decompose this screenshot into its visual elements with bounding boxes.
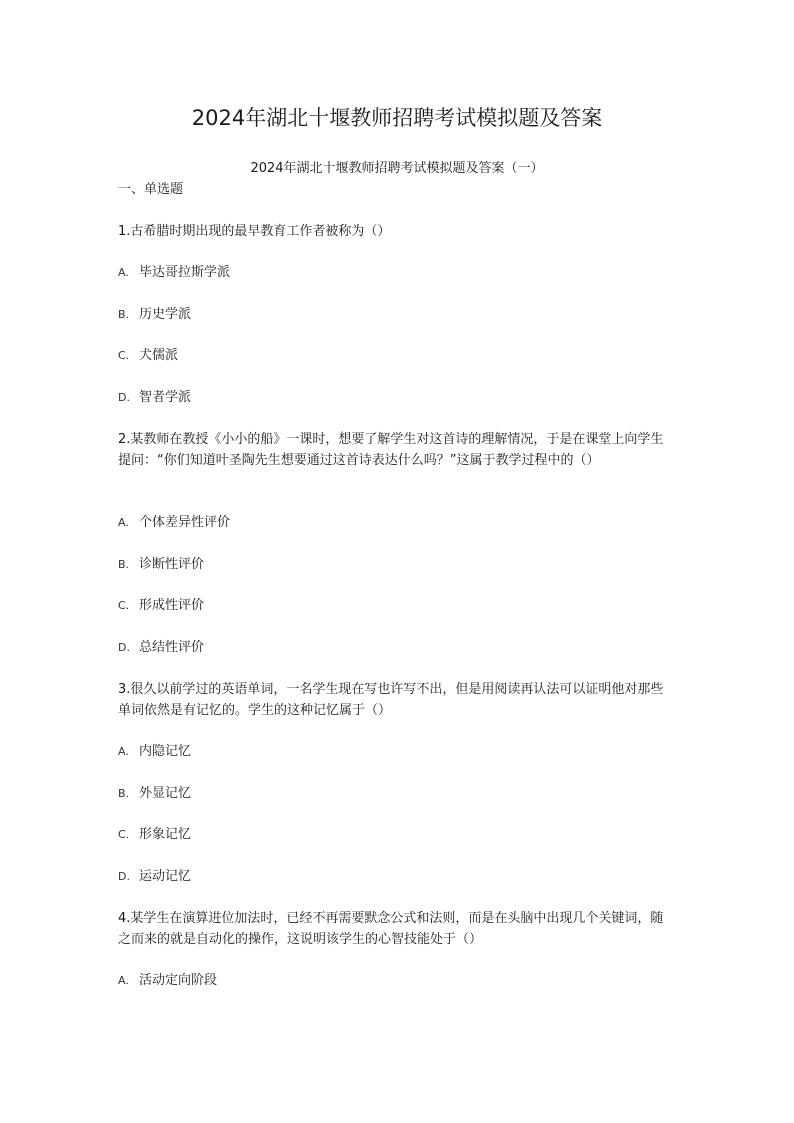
question-stem: 1.古希腊时期出现的最早教育工作者被称为（）	[118, 224, 391, 239]
option-letter: D.	[118, 391, 130, 404]
option-letter: D.	[118, 870, 130, 883]
option-letter: B.	[118, 308, 130, 321]
option-item	[118, 867, 191, 887]
option-letter: A.	[118, 266, 129, 279]
option-text: 运动记忆	[139, 869, 192, 884]
option-item	[118, 742, 191, 762]
option-text: 毕达哥拉斯学派	[139, 265, 231, 280]
option-letter: C.	[118, 349, 130, 362]
option-letter: C.	[118, 828, 130, 841]
option-item	[118, 638, 204, 658]
option-text: 犬儒派	[139, 348, 179, 363]
option-text: 活动定向阶段	[139, 973, 218, 988]
option-text: 形成性评价	[139, 598, 205, 613]
option-text: 内隐记忆	[139, 744, 192, 759]
option-letter: C.	[118, 599, 130, 612]
document-title: 2024年湖北十堰教师招聘考试模拟题及答案	[191, 106, 603, 130]
option-text: 总结性评价	[139, 640, 205, 655]
document-subtitle: 2024年湖北十堰教师招聘考试模拟题及答案（一）	[250, 161, 544, 176]
option-letter: D.	[118, 641, 130, 654]
option-text: 历史学派	[139, 307, 192, 322]
option-text: 智者学派	[139, 390, 192, 405]
option-item	[118, 555, 204, 575]
option-item	[118, 263, 230, 283]
question-stem: 2.某教师在教授《小小的船》一课时，想要了解学生对这首诗的理解情况，于是在课堂上向学生提问：“你们知道叶圣陶先生想要通过这首诗表达什么吗？”这属于教学过程中的（）	[118, 432, 664, 468]
option-text: 诊断性评价	[139, 557, 205, 572]
option-item	[118, 596, 204, 616]
option-text: 个体差异性评价	[139, 515, 231, 530]
option-item	[118, 513, 230, 533]
option-item	[118, 305, 191, 325]
option-item	[118, 388, 191, 408]
option-text: 形象记忆	[139, 827, 192, 842]
option-item	[118, 825, 191, 845]
option-letter: A.	[118, 516, 129, 529]
question-stem: 3.很久以前学过的英语单词，一名学生现在写也许写不出，但是用阅读再认法可以证明他对那些单词依然是有记忆的。学生的这种记忆属于（）	[118, 682, 664, 718]
option-letter: B.	[118, 558, 130, 571]
option-item	[118, 784, 191, 804]
option-letter: A.	[118, 745, 129, 758]
option-text: 外显记忆	[139, 786, 192, 801]
option-letter: B.	[118, 787, 130, 800]
option-item	[118, 971, 217, 991]
question-stem: 4.某学生在演算进位加法时，已经不再需要默念公式和法则，而是在头脑中出现几个关键词，随之而来的就是自动化的操作，这说明该学生的心智技能处于（）	[118, 911, 664, 947]
section-heading: 一、单选题	[118, 182, 184, 197]
option-letter: A.	[118, 974, 129, 987]
option-item	[118, 346, 178, 366]
